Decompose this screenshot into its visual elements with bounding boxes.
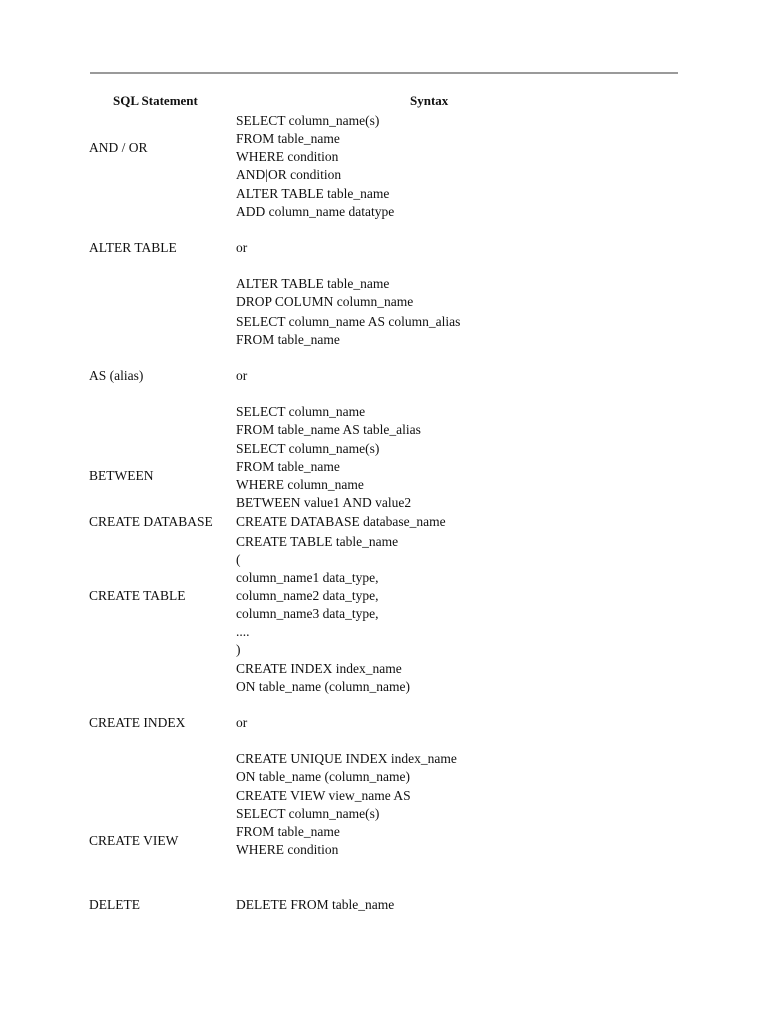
syntax-line: column_name1 data_type, <box>236 570 379 585</box>
syntax-line: CREATE TABLE table_name <box>236 534 399 549</box>
statement-cell: AS (alias) <box>89 368 144 383</box>
syntax-line: DELETE FROM table_name <box>236 897 395 912</box>
statement-cell: CREATE VIEW <box>89 833 179 848</box>
syntax-line <box>236 349 460 367</box>
syntax-line: SELECT column_name <box>236 404 366 419</box>
syntax-line: SELECT column_name(s) <box>236 113 380 128</box>
statement-cell: AND / OR <box>89 140 148 155</box>
syntax-line: or <box>236 368 248 383</box>
syntax-line <box>236 385 460 403</box>
syntax-line: FROM table_name <box>236 824 340 839</box>
syntax-line <box>236 859 411 877</box>
syntax-line: AND|OR condition <box>236 167 342 182</box>
syntax-line: WHERE column_name <box>236 477 364 492</box>
syntax-cell <box>236 896 394 914</box>
syntax-line: ALTER TABLE table_name <box>236 186 390 201</box>
header-syntax: Syntax <box>410 93 449 108</box>
table-row <box>0 440 768 512</box>
syntax-line <box>236 732 457 750</box>
syntax-line: or <box>236 240 248 255</box>
table-row <box>0 660 768 786</box>
syntax-line: SELECT column_name(s) <box>236 806 380 821</box>
syntax-line <box>236 257 413 275</box>
syntax-line: WHERE condition <box>236 842 339 857</box>
syntax-line: ADD column_name datatype <box>236 204 395 219</box>
table-row <box>0 513 768 531</box>
syntax-line: CREATE DATABASE database_name <box>236 514 446 529</box>
statement-cell: DELETE <box>89 897 140 912</box>
syntax-line <box>236 696 457 714</box>
syntax-line: FROM table_name <box>236 459 340 474</box>
syntax-cell <box>236 313 460 439</box>
header-sql-statement: SQL Statement <box>113 93 198 108</box>
syntax-line: BETWEEN value1 AND value2 <box>236 495 412 510</box>
table-row <box>0 313 768 439</box>
table-row <box>0 112 768 184</box>
syntax-line: CREATE INDEX index_name <box>236 661 402 676</box>
statement-cell: CREATE TABLE <box>89 588 186 603</box>
syntax-line <box>236 877 411 895</box>
syntax-line: column_name2 data_type, <box>236 588 379 603</box>
syntax-line: WHERE condition <box>236 149 339 164</box>
table-row <box>0 896 768 914</box>
syntax-line: CREATE UNIQUE INDEX index_name <box>236 751 457 766</box>
syntax-line: column_name3 data_type, <box>236 606 379 621</box>
syntax-line: or <box>236 715 248 730</box>
syntax-line: ( <box>236 552 241 567</box>
statement-cell: BETWEEN <box>89 468 154 483</box>
syntax-line: ON table_name (column_name) <box>236 679 410 694</box>
syntax-line: FROM table_name <box>236 131 340 146</box>
syntax-cell <box>236 533 398 659</box>
syntax-line: FROM table_name <box>236 332 340 347</box>
syntax-line: .... <box>236 624 250 639</box>
syntax-line <box>236 221 413 239</box>
syntax-cell <box>236 112 379 184</box>
syntax-line: ON table_name (column_name) <box>236 769 410 784</box>
syntax-line: SELECT column_name AS column_alias <box>236 314 461 329</box>
syntax-cell <box>236 185 413 311</box>
syntax-line: DROP COLUMN column_name <box>236 294 414 309</box>
syntax-cell <box>236 787 411 895</box>
top-rule <box>90 72 678 74</box>
table-row <box>0 787 768 895</box>
table-row <box>0 533 768 659</box>
syntax-line: ) <box>236 642 241 657</box>
statement-cell: CREATE DATABASE <box>89 514 213 529</box>
syntax-cell <box>236 440 411 512</box>
syntax-cell <box>236 513 446 531</box>
statement-cell: CREATE INDEX <box>89 715 186 730</box>
statement-cell: ALTER TABLE <box>89 240 177 255</box>
syntax-line: ALTER TABLE table_name <box>236 276 390 291</box>
table-row <box>0 185 768 311</box>
syntax-line: CREATE VIEW view_name AS <box>236 788 411 803</box>
syntax-line: FROM table_name AS table_alias <box>236 422 421 437</box>
syntax-line: SELECT column_name(s) <box>236 441 380 456</box>
syntax-cell <box>236 660 457 786</box>
